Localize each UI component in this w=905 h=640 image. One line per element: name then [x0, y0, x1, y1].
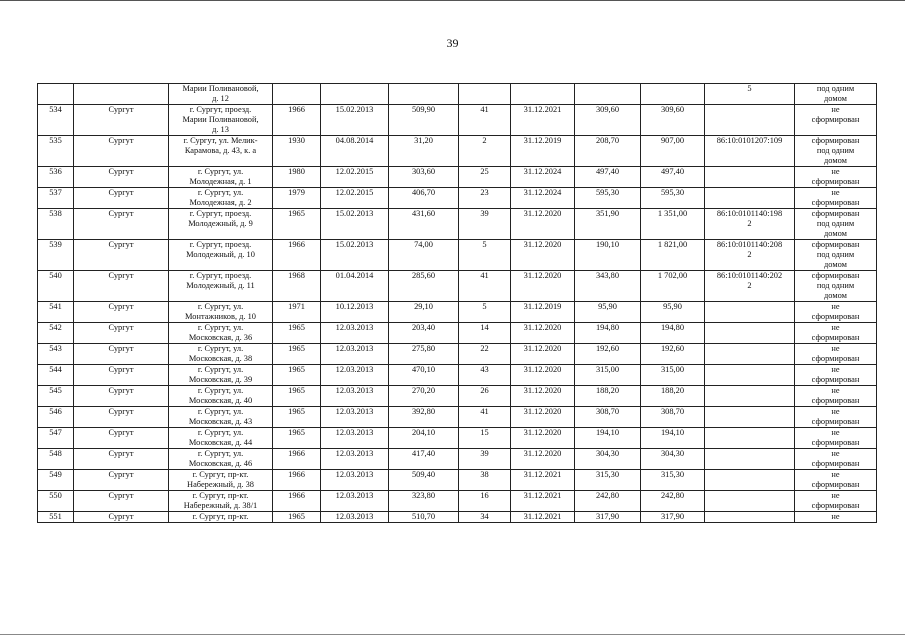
- cost-cell: 1 351,00: [641, 209, 705, 240]
- cadastral-number-cell: [705, 407, 795, 428]
- area-2-cell: 308,70: [575, 407, 641, 428]
- area-cell: 74,00: [389, 240, 459, 271]
- date-cell: 12.02.2015: [321, 188, 389, 209]
- date-cell: 12.02.2015: [321, 167, 389, 188]
- table-row: [38, 407, 877, 428]
- address-cell: г. Сургут, пр-кт.: [169, 512, 273, 523]
- deadline-cell: 31.12.2020: [511, 323, 575, 344]
- deadline-cell: 31.12.2021: [511, 105, 575, 136]
- area-cell: 285,60: [389, 271, 459, 302]
- land-status-cell: не сформирован: [795, 188, 877, 209]
- area-2-cell: 208,70: [575, 136, 641, 167]
- table-row: [38, 167, 877, 188]
- area-cell: 406,70: [389, 188, 459, 209]
- city-cell: [74, 84, 169, 105]
- address-cell: г. Сургут, ул. Молодежная, д. 1: [169, 167, 273, 188]
- address-cell: г. Сургут, ул. Московская, д. 36: [169, 323, 273, 344]
- cadastral-number-cell: 86:10:0101207:109: [705, 136, 795, 167]
- land-status-cell: сформирован под одним домом: [795, 271, 877, 302]
- city-cell: Сургут: [74, 365, 169, 386]
- table-row: [38, 271, 877, 302]
- row-number-cell: 535: [38, 136, 74, 167]
- cost-cell: 194,80: [641, 323, 705, 344]
- cost-cell: 1 702,00: [641, 271, 705, 302]
- area-2-cell: 188,20: [575, 386, 641, 407]
- cadastral-number-cell: [705, 386, 795, 407]
- date-cell: 12.03.2013: [321, 428, 389, 449]
- deadline-cell: 31.12.2020: [511, 428, 575, 449]
- area-cell: 509,90: [389, 105, 459, 136]
- table-row: [38, 344, 877, 365]
- date-cell: 10.12.2013: [321, 302, 389, 323]
- area-2-cell: 95,90: [575, 302, 641, 323]
- area-cell: 29,10: [389, 302, 459, 323]
- residents-cell: 34: [459, 512, 511, 523]
- land-status-cell: не сформирован: [795, 302, 877, 323]
- area-2-cell: [575, 84, 641, 105]
- table-body: [38, 84, 877, 523]
- deadline-cell: 31.12.2020: [511, 407, 575, 428]
- table-row: [38, 209, 877, 240]
- address-cell: г. Сургут, проезд. Молодежный, д. 9: [169, 209, 273, 240]
- deadline-cell: 31.12.2020: [511, 271, 575, 302]
- area-cell: 509,40: [389, 470, 459, 491]
- table-row: [38, 188, 877, 209]
- cost-cell: 315,30: [641, 470, 705, 491]
- cost-cell: 595,30: [641, 188, 705, 209]
- residents-cell: 41: [459, 407, 511, 428]
- deadline-cell: 31.12.2020: [511, 365, 575, 386]
- area-cell: 303,60: [389, 167, 459, 188]
- deadline-cell: 31.12.2024: [511, 188, 575, 209]
- area-2-cell: 315,00: [575, 365, 641, 386]
- city-cell: Сургут: [74, 407, 169, 428]
- residents-cell: 41: [459, 105, 511, 136]
- residents-cell: 25: [459, 167, 511, 188]
- cadastral-number-cell: [705, 188, 795, 209]
- city-cell: Сургут: [74, 240, 169, 271]
- address-cell: г. Сургут, ул. Московская, д. 38: [169, 344, 273, 365]
- area-2-cell: 351,90: [575, 209, 641, 240]
- year-built-cell: 1966: [273, 470, 321, 491]
- land-status-cell: не сформирован: [795, 105, 877, 136]
- city-cell: Сургут: [74, 449, 169, 470]
- cadastral-number-cell: 5: [705, 84, 795, 105]
- cadastral-number-cell: [705, 365, 795, 386]
- year-built-cell: 1965: [273, 344, 321, 365]
- residents-cell: 22: [459, 344, 511, 365]
- year-built-cell: 1965: [273, 386, 321, 407]
- cost-cell: 317,90: [641, 512, 705, 523]
- bottom-rule: [0, 634, 905, 635]
- row-number-cell: 534: [38, 105, 74, 136]
- residents-cell: [459, 84, 511, 105]
- address-cell: г. Сургут, пр-кт. Набережный, д. 38/1: [169, 491, 273, 512]
- cost-cell: 308,70: [641, 407, 705, 428]
- cost-cell: 1 821,00: [641, 240, 705, 271]
- area-2-cell: 497,40: [575, 167, 641, 188]
- area-cell: 270,20: [389, 386, 459, 407]
- year-built-cell: 1971: [273, 302, 321, 323]
- city-cell: Сургут: [74, 136, 169, 167]
- cost-cell: 304,30: [641, 449, 705, 470]
- row-number-cell: 546: [38, 407, 74, 428]
- cost-cell: 95,90: [641, 302, 705, 323]
- cadastral-number-cell: [705, 344, 795, 365]
- year-built-cell: 1966: [273, 449, 321, 470]
- cadastral-number-cell: [705, 428, 795, 449]
- cadastral-number-cell: [705, 302, 795, 323]
- address-cell: г. Сургут, проезд. Молодежный, д. 10: [169, 240, 273, 271]
- residents-cell: 38: [459, 470, 511, 491]
- land-status-cell: сформирован под одним домом: [795, 209, 877, 240]
- address-cell: г. Сургут, ул. Монтажников, д. 10: [169, 302, 273, 323]
- address-cell: г. Сургут, ул. Московская, д. 43: [169, 407, 273, 428]
- residents-cell: 5: [459, 302, 511, 323]
- deadline-cell: 31.12.2020: [511, 386, 575, 407]
- area-cell: 31,20: [389, 136, 459, 167]
- date-cell: 12.03.2013: [321, 365, 389, 386]
- residents-cell: 2: [459, 136, 511, 167]
- area-cell: 392,80: [389, 407, 459, 428]
- city-cell: Сургут: [74, 167, 169, 188]
- cost-cell: [641, 84, 705, 105]
- area-cell: 417,40: [389, 449, 459, 470]
- residents-cell: 43: [459, 365, 511, 386]
- area-cell: 275,80: [389, 344, 459, 365]
- area-2-cell: 190,10: [575, 240, 641, 271]
- table-row: [38, 491, 877, 512]
- top-rule: [0, 0, 905, 1]
- date-cell: 15.02.2013: [321, 105, 389, 136]
- area-cell: 323,80: [389, 491, 459, 512]
- address-cell: г. Сургут, ул. Московская, д. 39: [169, 365, 273, 386]
- cadastral-number-cell: 86:10:0101140:202 2: [705, 271, 795, 302]
- row-number-cell: 549: [38, 470, 74, 491]
- date-cell: 12.03.2013: [321, 512, 389, 523]
- city-cell: Сургут: [74, 491, 169, 512]
- housing-register-table: [37, 83, 877, 523]
- table-row: [38, 470, 877, 491]
- residents-cell: 5: [459, 240, 511, 271]
- residents-cell: 16: [459, 491, 511, 512]
- cadastral-number-cell: [705, 491, 795, 512]
- city-cell: Сургут: [74, 470, 169, 491]
- year-built-cell: [273, 84, 321, 105]
- residents-cell: 15: [459, 428, 511, 449]
- year-built-cell: 1966: [273, 105, 321, 136]
- year-built-cell: 1980: [273, 167, 321, 188]
- cost-cell: 315,00: [641, 365, 705, 386]
- area-2-cell: 315,30: [575, 470, 641, 491]
- address-cell: Марии Поливановой, д. 12: [169, 84, 273, 105]
- land-status-cell: не сформирован: [795, 407, 877, 428]
- area-2-cell: 194,80: [575, 323, 641, 344]
- city-cell: Сургут: [74, 105, 169, 136]
- table-row: [38, 365, 877, 386]
- address-cell: г. Сургут, проезд. Марии Поливановой, д. 13: [169, 105, 273, 136]
- cadastral-number-cell: [705, 105, 795, 136]
- cadastral-number-cell: [705, 323, 795, 344]
- table-row: [38, 449, 877, 470]
- date-cell: 04.08.2014: [321, 136, 389, 167]
- deadline-cell: 31.12.2020: [511, 449, 575, 470]
- year-built-cell: 1965: [273, 365, 321, 386]
- row-number-cell: 540: [38, 271, 74, 302]
- table-row: [38, 323, 877, 344]
- area-2-cell: 192,60: [575, 344, 641, 365]
- land-status-cell: не сформирован: [795, 167, 877, 188]
- row-number-cell: 544: [38, 365, 74, 386]
- date-cell: 12.03.2013: [321, 407, 389, 428]
- row-number-cell: 536: [38, 167, 74, 188]
- row-number-cell: [38, 84, 74, 105]
- cost-cell: 192,60: [641, 344, 705, 365]
- address-cell: г. Сургут, проезд. Молодежный, д. 11: [169, 271, 273, 302]
- land-status-cell: сформирован под одним домом: [795, 136, 877, 167]
- date-cell: 01.04.2014: [321, 271, 389, 302]
- cost-cell: 242,80: [641, 491, 705, 512]
- row-number-cell: 537: [38, 188, 74, 209]
- land-status-cell: сформирован под одним домом: [795, 240, 877, 271]
- cadastral-number-cell: [705, 449, 795, 470]
- land-status-cell: не сформирован: [795, 491, 877, 512]
- year-built-cell: 1930: [273, 136, 321, 167]
- land-status-cell: не сформирован: [795, 449, 877, 470]
- deadline-cell: 31.12.2020: [511, 344, 575, 365]
- cost-cell: 188,20: [641, 386, 705, 407]
- area-2-cell: 242,80: [575, 491, 641, 512]
- address-cell: г. Сургут, ул. Мелик- Карамова, д. 43, к. а: [169, 136, 273, 167]
- address-cell: г. Сургут, ул. Молодежная, д. 2: [169, 188, 273, 209]
- land-status-cell: не сформирован: [795, 386, 877, 407]
- date-cell: 12.03.2013: [321, 449, 389, 470]
- address-cell: г. Сургут, ул. Московская, д. 40: [169, 386, 273, 407]
- year-built-cell: 1966: [273, 491, 321, 512]
- date-cell: 15.02.2013: [321, 209, 389, 240]
- row-number-cell: 542: [38, 323, 74, 344]
- deadline-cell: 31.12.2019: [511, 136, 575, 167]
- row-number-cell: 543: [38, 344, 74, 365]
- residents-cell: 39: [459, 209, 511, 240]
- city-cell: Сургут: [74, 209, 169, 240]
- table-row: [38, 84, 877, 105]
- date-cell: 15.02.2013: [321, 240, 389, 271]
- deadline-cell: 31.12.2021: [511, 512, 575, 523]
- cost-cell: 907,00: [641, 136, 705, 167]
- area-cell: 510,70: [389, 512, 459, 523]
- year-built-cell: 1965: [273, 512, 321, 523]
- area-cell: 204,10: [389, 428, 459, 449]
- residents-cell: 26: [459, 386, 511, 407]
- year-built-cell: 1965: [273, 428, 321, 449]
- deadline-cell: 31.12.2020: [511, 240, 575, 271]
- page-number: 39: [446, 36, 459, 50]
- table-row: [38, 428, 877, 449]
- table-row: [38, 302, 877, 323]
- deadline-cell: 31.12.2020: [511, 209, 575, 240]
- cost-cell: 194,10: [641, 428, 705, 449]
- deadline-cell: 31.12.2021: [511, 491, 575, 512]
- cadastral-number-cell: [705, 167, 795, 188]
- city-cell: Сургут: [74, 344, 169, 365]
- area-2-cell: 309,60: [575, 105, 641, 136]
- area-cell: 470,10: [389, 365, 459, 386]
- date-cell: 12.03.2013: [321, 344, 389, 365]
- address-cell: г. Сургут, пр-кт. Набережный, д. 38: [169, 470, 273, 491]
- area-2-cell: 595,30: [575, 188, 641, 209]
- table-row: [38, 386, 877, 407]
- row-number-cell: 545: [38, 386, 74, 407]
- residents-cell: 39: [459, 449, 511, 470]
- area-cell: 431,60: [389, 209, 459, 240]
- area-2-cell: 317,90: [575, 512, 641, 523]
- row-number-cell: 550: [38, 491, 74, 512]
- deadline-cell: 31.12.2019: [511, 302, 575, 323]
- address-cell: г. Сургут, ул. Московская, д. 44: [169, 428, 273, 449]
- date-cell: 12.03.2013: [321, 491, 389, 512]
- row-number-cell: 547: [38, 428, 74, 449]
- year-built-cell: 1965: [273, 209, 321, 240]
- table-row: [38, 512, 877, 523]
- land-status-cell: не сформирован: [795, 323, 877, 344]
- city-cell: Сургут: [74, 512, 169, 523]
- year-built-cell: 1965: [273, 407, 321, 428]
- land-status-cell: не сформирован: [795, 365, 877, 386]
- row-number-cell: 539: [38, 240, 74, 271]
- cadastral-number-cell: [705, 470, 795, 491]
- row-number-cell: 551: [38, 512, 74, 523]
- area-2-cell: 304,30: [575, 449, 641, 470]
- row-number-cell: 541: [38, 302, 74, 323]
- year-built-cell: 1968: [273, 271, 321, 302]
- table-row: [38, 105, 877, 136]
- cost-cell: 497,40: [641, 167, 705, 188]
- area-cell: [389, 84, 459, 105]
- deadline-cell: 31.12.2021: [511, 470, 575, 491]
- city-cell: Сургут: [74, 271, 169, 302]
- date-cell: [321, 84, 389, 105]
- city-cell: Сургут: [74, 323, 169, 344]
- cost-cell: 309,60: [641, 105, 705, 136]
- city-cell: Сургут: [74, 188, 169, 209]
- residents-cell: 14: [459, 323, 511, 344]
- year-built-cell: 1979: [273, 188, 321, 209]
- date-cell: 12.03.2013: [321, 470, 389, 491]
- land-status-cell: под одним домом: [795, 84, 877, 105]
- land-status-cell: не сформирован: [795, 428, 877, 449]
- cadastral-number-cell: 86:10:0101140:208 2: [705, 240, 795, 271]
- date-cell: 12.03.2013: [321, 323, 389, 344]
- city-cell: Сургут: [74, 386, 169, 407]
- year-built-cell: 1965: [273, 323, 321, 344]
- area-2-cell: 343,80: [575, 271, 641, 302]
- city-cell: Сургут: [74, 302, 169, 323]
- address-cell: г. Сургут, ул. Московская, д. 46: [169, 449, 273, 470]
- deadline-cell: 31.12.2024: [511, 167, 575, 188]
- land-status-cell: не сформирован: [795, 470, 877, 491]
- residents-cell: 41: [459, 271, 511, 302]
- row-number-cell: 538: [38, 209, 74, 240]
- land-status-cell: не сформирован: [795, 344, 877, 365]
- date-cell: 12.03.2013: [321, 386, 389, 407]
- year-built-cell: 1966: [273, 240, 321, 271]
- table-row: [38, 136, 877, 167]
- city-cell: Сургут: [74, 428, 169, 449]
- cadastral-number-cell: [705, 512, 795, 523]
- area-2-cell: 194,10: [575, 428, 641, 449]
- land-status-cell: не: [795, 512, 877, 523]
- row-number-cell: 548: [38, 449, 74, 470]
- residents-cell: 23: [459, 188, 511, 209]
- cadastral-number-cell: 86:10:0101140:198 2: [705, 209, 795, 240]
- area-cell: 203,40: [389, 323, 459, 344]
- table-row: [38, 240, 877, 271]
- deadline-cell: [511, 84, 575, 105]
